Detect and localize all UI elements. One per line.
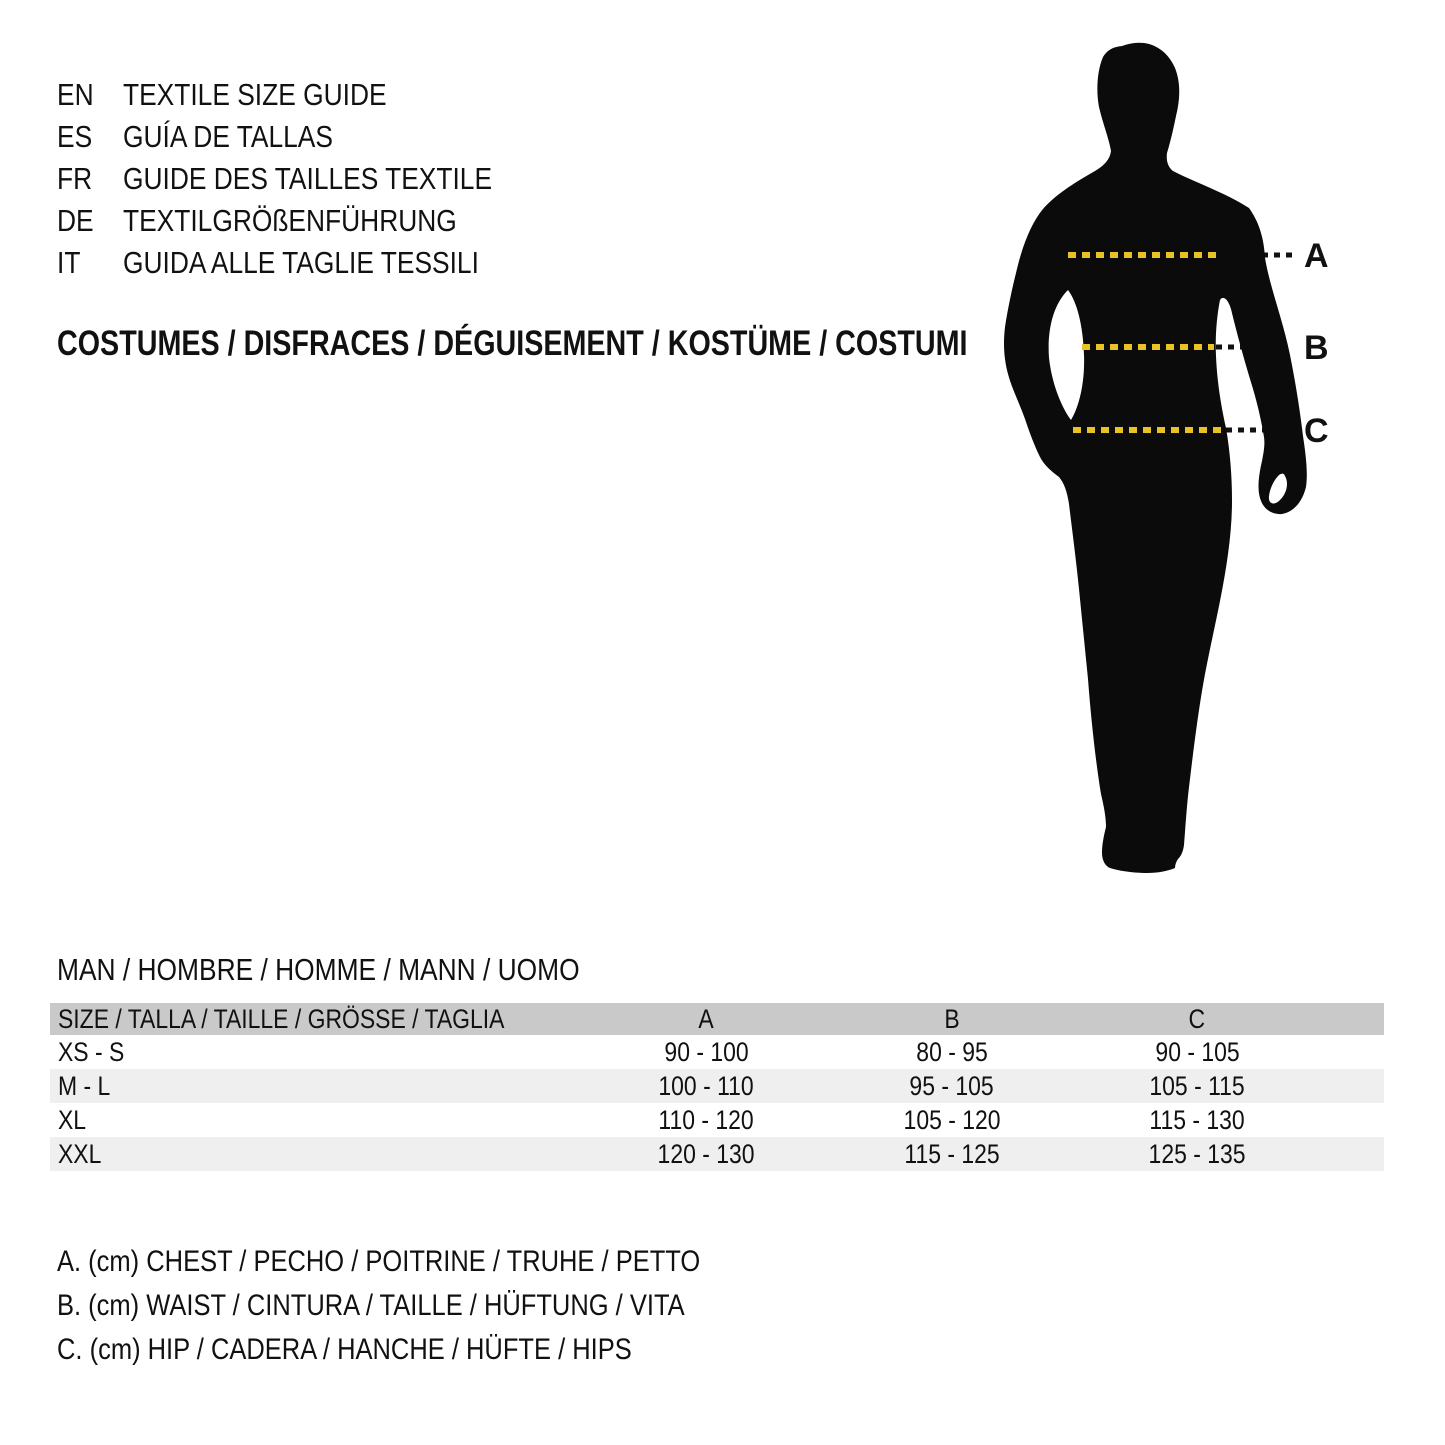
hip-range: 125 - 135: [1148, 1138, 1246, 1169]
table-row-xxl: [50, 1137, 1384, 1171]
size-column-header: SIZE / TALLA / TAILLE / GRÖSSE / TAGLIA: [58, 1003, 505, 1034]
column-header-b: B: [944, 1003, 960, 1034]
category-heading: COSTUMES / DISFRACES / DÉGUISEMENT / KOSTÜME / COSTUMI: [57, 324, 968, 363]
waist-range: 80 - 95: [916, 1036, 988, 1067]
language-code: IT: [57, 245, 81, 280]
language-code: ES: [57, 119, 93, 154]
measure-label-a: A: [1304, 237, 1329, 275]
waist-range: 95 - 105: [909, 1070, 994, 1101]
spacer-cell: [1320, 1137, 1384, 1171]
hip-range: 105 - 115: [1149, 1070, 1245, 1101]
size-cell: XXL: [58, 1138, 102, 1169]
table-row-xl: [50, 1103, 1384, 1137]
language-title: TEXTILGRÖßENFÜHRUNG: [123, 203, 457, 238]
chest-range: 110 - 120: [658, 1104, 754, 1135]
language-title: GUIDA ALLE TAGLIE TESSILI: [123, 245, 479, 280]
size-cell: XL: [58, 1104, 87, 1135]
language-row-es: [57, 116, 557, 158]
size-cell: M - L: [58, 1070, 111, 1101]
hip-range: 115 - 130: [1149, 1104, 1245, 1135]
spacer-cell: [1320, 1103, 1384, 1137]
language-row-it: [57, 242, 557, 284]
language-code: DE: [57, 203, 94, 238]
table-row-xs-s: [50, 1035, 1384, 1069]
spacer-cell: [1320, 1035, 1384, 1069]
size-table: [50, 1003, 1384, 1171]
waist-range: 105 - 120: [903, 1104, 1001, 1135]
chest-range: 120 - 130: [657, 1138, 755, 1169]
language-title: TEXTILE SIZE GUIDE: [123, 77, 387, 112]
size-cell: XS - S: [58, 1036, 125, 1067]
hip-range: 90 - 105: [1155, 1036, 1240, 1067]
language-row-fr: [57, 158, 557, 200]
waist-range: 115 - 125: [904, 1138, 1000, 1169]
measure-label-c: C: [1304, 412, 1329, 450]
header-spacer-cell: [1320, 1003, 1384, 1035]
language-row-en: [57, 74, 557, 116]
language-code: EN: [57, 77, 94, 112]
man-silhouette: [1004, 43, 1307, 873]
column-header-a: A: [698, 1003, 714, 1034]
language-row-de: [57, 200, 557, 242]
size-table-header-row: [50, 1003, 1384, 1035]
measure-label-b: B: [1304, 329, 1329, 367]
man-silhouette-figure: [960, 30, 1340, 890]
table-row-m-l: [50, 1069, 1384, 1103]
legend-item-chest: A. (cm) CHEST / PECHO / POITRINE / TRUHE / PETTO: [57, 1245, 701, 1278]
language-code: FR: [57, 161, 93, 196]
language-list: [57, 74, 557, 284]
spacer-cell: [1320, 1069, 1384, 1103]
chest-range: 90 - 100: [664, 1036, 749, 1067]
legend-item-waist: B. (cm) WAIST / CINTURA / TAILLE / HÜFTUNG / VITA: [57, 1289, 685, 1322]
language-title: GUIDE DES TAILLES TEXTILE: [123, 161, 493, 196]
legend-item-hip: C. (cm) HIP / CADERA / HANCHE / HÜFTE / HIPS: [57, 1333, 632, 1366]
language-title: GUÍA DE TALLAS: [123, 119, 333, 154]
column-header-c: C: [1188, 1003, 1206, 1034]
measurement-legend: [57, 1240, 814, 1372]
chest-range: 100 - 110: [658, 1070, 754, 1101]
section-heading-man: MAN / HOMBRE / HOMME / MANN / UOMO: [57, 952, 580, 987]
